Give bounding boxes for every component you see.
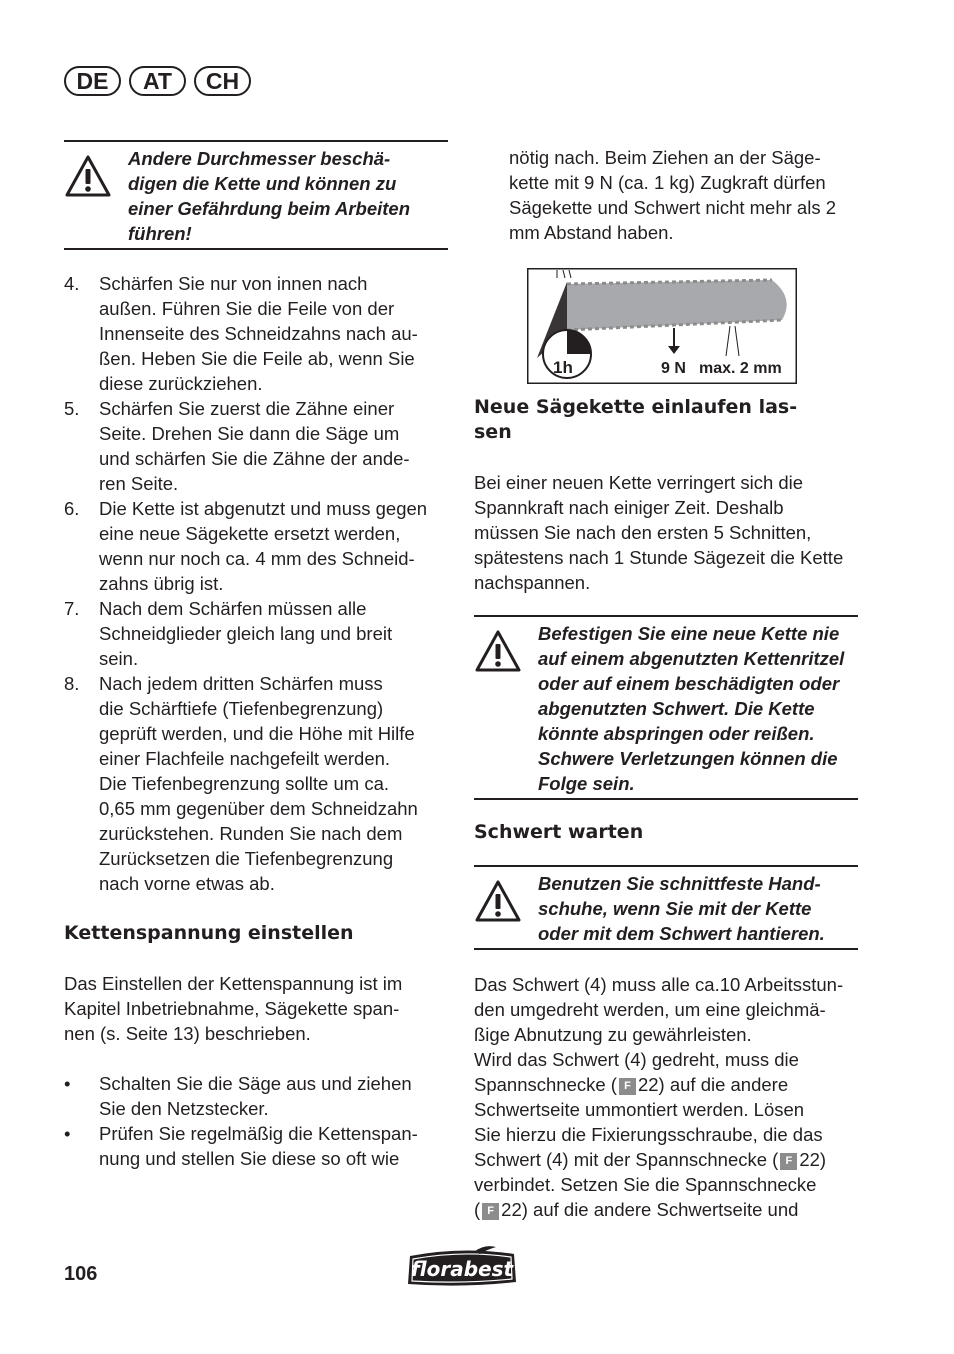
step-line: Seite. Drehen Sie dann die Säge um (99, 423, 400, 444)
warning-icon (64, 146, 128, 204)
figure-reference-icon: F (780, 1153, 797, 1170)
text-line: Schwertseite ummontiert werden. Lösen (474, 1099, 805, 1120)
step-line: Die Tiefenbegrenzung sollte um ca. (99, 773, 390, 794)
text-line: 22) (799, 1149, 827, 1170)
lang-badge-ch: CH (194, 66, 251, 96)
text-line: den umgedreht werden, um eine gleichmä- (474, 999, 826, 1020)
text-line: Das Einstellen der Kettenspannung ist im (64, 973, 403, 994)
heading-line: Neue Sägekette einlaufen las- (474, 396, 798, 418)
text-line: ( (474, 1199, 481, 1220)
left-column (64, 140, 448, 1171)
step-line: Schärfen Sie nur von innen nach (99, 273, 368, 294)
sharpening-steps (64, 271, 448, 896)
right-column-lower (474, 395, 858, 1222)
step-line: geprüft werden, und die Höhe mit Hilfe (99, 723, 415, 744)
step-line: 0,65 mm gegenüber dem Schneidzahn (99, 798, 418, 819)
step-line: Nach jedem dritten Schärfen muss (99, 673, 383, 694)
bullet-line: nung und stellen Sie diese so oft wie (99, 1148, 400, 1169)
warning-box-gloves (474, 865, 858, 950)
warning-icon (474, 621, 538, 679)
lang-badge-at: AT (129, 66, 186, 96)
bullet-line: Prüfen Sie regelmäßig die Kettenspan- (99, 1123, 418, 1144)
step-line: einer Flachfeile nachgefeilt werden. (99, 748, 391, 769)
lang-badge-de: DE (64, 66, 121, 96)
step-item (64, 271, 448, 396)
step-line: Schneidglieder gleich lang und breit (99, 623, 393, 644)
warning-text (128, 146, 448, 246)
step-item (64, 596, 448, 671)
warning-line: Folge sein. (538, 773, 635, 794)
step-item (64, 671, 448, 896)
warning-box-new-chain (474, 615, 858, 800)
chain-bar-illustration (527, 268, 797, 384)
warning-line: schuhe, wenn Sie mit der Kette (538, 898, 812, 919)
step-line: die Schärftiefe (Tiefenbegrenzung) (99, 698, 384, 719)
chain-tension-figure (527, 268, 797, 384)
text-line: nötig nach. Beim Ziehen an der Säge- (509, 147, 821, 168)
step-line: Innenseite des Schneidzahns nach au- (99, 323, 418, 344)
warning-line: abgenutzten Schwert. Die Kette (538, 698, 815, 719)
bullet-item (64, 1071, 448, 1121)
step-line: nach vorne etwas ab. (99, 873, 275, 894)
step-line: außen. Führen Sie die Feile von der (99, 298, 395, 319)
text-line: nen (s. Seite 13) beschrieben. (64, 1023, 311, 1044)
figure-label-gap: max. 2 mm (699, 360, 782, 377)
text-line: Sägekette und Schwert nicht mehr als 2 (509, 197, 837, 218)
step-line: Die Kette ist abgenutzt und muss gegen (99, 498, 428, 519)
text-line: nachspannen. (474, 572, 591, 593)
step-number: 4. (64, 273, 80, 294)
step-line: Nach dem Schärfen müssen alle (99, 598, 367, 619)
bullet-line: Schalten Sie die Säge aus und ziehen (99, 1073, 412, 1094)
step-line: Zurücksetzen die Tiefenbegrenzung (99, 848, 394, 869)
figure-label-time: 1h (553, 358, 573, 377)
bullet-item (64, 1121, 448, 1171)
text-line: Sie hierzu die Fixierungsschraube, die das (474, 1124, 823, 1145)
heading-kettenspannung: Kettenspannung einstellen (64, 922, 354, 944)
text-line: Spannschnecke ( (474, 1074, 617, 1095)
text-line: Spannkraft nach einiger Zeit. Deshalb (474, 497, 784, 518)
step-line: ßen. Heben Sie die Feile ab, wenn Sie (99, 348, 415, 369)
warning-text (538, 621, 858, 796)
bullet-list (64, 1071, 448, 1171)
text-line: Kapitel Inbetriebnahme, Sägekette span- (64, 998, 400, 1019)
text-line: Schwert (4) mit der Spannschnecke ( (474, 1149, 779, 1170)
step-line: eine neue Sägekette ersetzt werden, (99, 523, 401, 544)
step-line: und schärfen Sie die Zähne der ande- (99, 448, 410, 469)
step-number: 5. (64, 398, 80, 419)
step-number: 6. (64, 498, 80, 519)
text-line: ßige Abnutzung zu gewährleisten. (474, 1024, 752, 1045)
text-line: müssen Sie nach den ersten 5 Schnitten, (474, 522, 812, 543)
figure-reference-icon: F (482, 1203, 499, 1220)
warning-icon (474, 871, 538, 929)
bullet-marker: • (64, 1073, 71, 1094)
brand-name: florabest (410, 1257, 514, 1281)
step-item (64, 496, 448, 596)
heading-line: sen (474, 421, 512, 443)
warning-line: Befestigen Sie eine neue Kette nie (538, 623, 840, 644)
warning-line: Schwere Verletzungen können die (538, 748, 838, 769)
warning-line: digen die Kette und können zu (128, 173, 397, 194)
text-line: verbindet. Setzen Sie die Spannschnecke (474, 1174, 817, 1195)
warning-line: oder mit dem Schwert hantieren. (538, 923, 825, 944)
warning-line: auf einem abgenutzten Kettenritzel (538, 648, 845, 669)
step-line: Schärfen Sie zuerst die Zähne einer (99, 398, 395, 419)
heading-schwert: Schwert warten (474, 821, 644, 843)
warning-line: einer Gefährdung beim Arbeiten (128, 198, 410, 219)
brand-logo (404, 1244, 520, 1295)
page-number: 106 (64, 1263, 98, 1285)
right-column (474, 145, 858, 245)
paragraph-kettenspannung (64, 971, 448, 1046)
text-line: Das Schwert (4) muss alle ca.10 Arbeitsstun- (474, 974, 844, 995)
step-line: sein. (99, 648, 139, 669)
text-line: Wird das Schwert (4) gedreht, muss die (474, 1049, 799, 1070)
warning-box-diameter (64, 140, 448, 250)
paragraph-continued (474, 145, 858, 245)
step-number: 7. (64, 598, 80, 619)
step-number: 8. (64, 673, 80, 694)
figure-reference-icon: F (619, 1078, 636, 1095)
warning-line: könnte abspringen oder reißen. (538, 723, 815, 744)
warning-line: führen! (128, 223, 192, 244)
step-line: diese zurückziehen. (99, 373, 263, 394)
heading-einlaufen (474, 395, 858, 445)
warning-line: Benutzen Sie schnittfeste Hand- (538, 873, 821, 894)
step-line: wenn nur noch ca. 4 mm des Schneid- (99, 548, 415, 569)
text-line: kette mit 9 N (ca. 1 kg) Zugkraft dürfen (509, 172, 826, 193)
text-line: 22) auf die andere (637, 1074, 789, 1095)
paragraph-schwert (474, 972, 858, 1222)
step-line: ren Seite. (99, 473, 179, 494)
step-item (64, 396, 448, 496)
bullet-marker: • (64, 1123, 71, 1144)
bullet-line: Sie den Netzstecker. (99, 1098, 269, 1119)
figure-label-force: 9 N (661, 360, 686, 377)
text-line: spätestens nach 1 Stunde Sägezeit die Kette (474, 547, 844, 568)
warning-line: Andere Durchmesser beschä- (128, 148, 391, 169)
step-line: zurückstehen. Runden Sie nach dem (99, 823, 403, 844)
language-badges (64, 66, 251, 96)
paragraph-einlaufen (474, 470, 858, 595)
warning-text (538, 871, 858, 946)
text-line: 22) auf die andere Schwertseite und (501, 1199, 799, 1220)
text-line: mm Abstand haben. (509, 222, 674, 243)
warning-line: oder auf einem beschädigten oder (538, 673, 840, 694)
text-line: Bei einer neuen Kette verringert sich die (474, 472, 804, 493)
step-line: zahns übrig ist. (99, 573, 224, 594)
